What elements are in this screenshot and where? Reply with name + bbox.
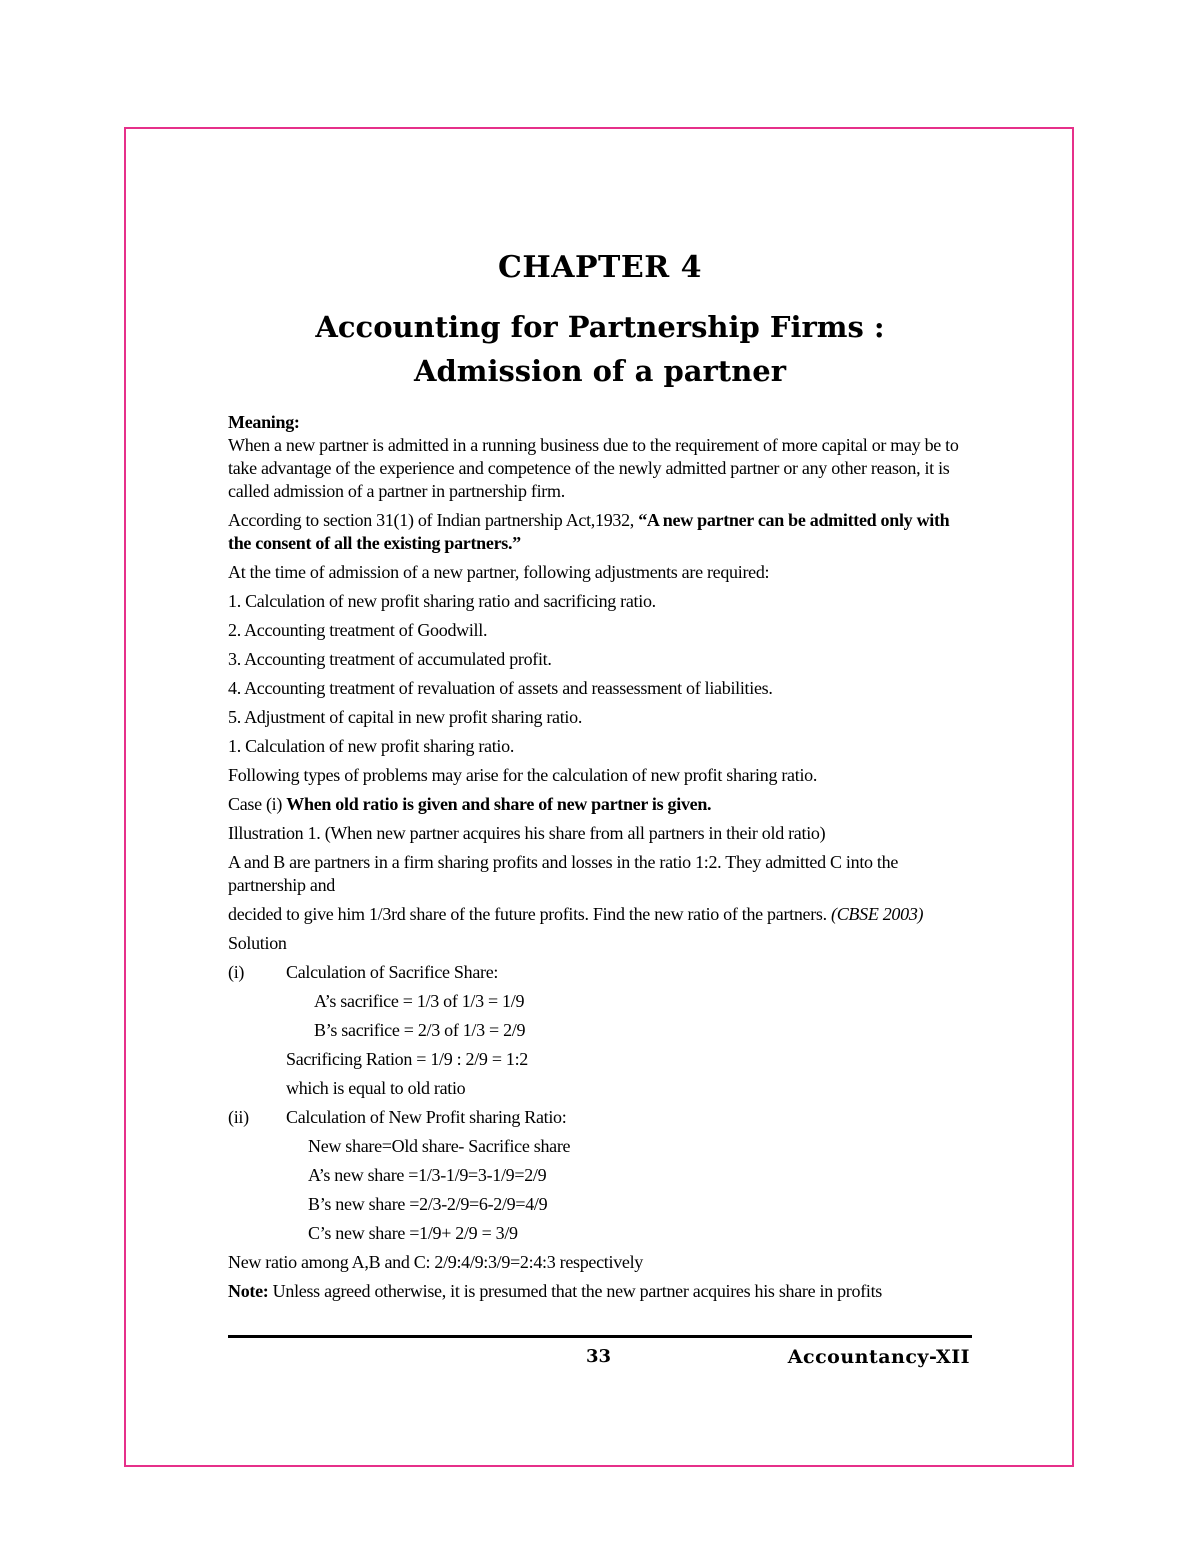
question-text: decided to give him 1/3rd share of the future profits. Find the new ratio of the partners. [228,904,832,924]
adjustment-item: 2. Accounting treatment of Goodwill. [228,620,488,640]
question-line-2 [228,903,972,926]
note-line [228,1280,972,1303]
section-paragraph [228,509,972,555]
meaning-paragraph: When a new partner is admitted in a running business due to the requirement of more capital or may be to take advantage of the experience and competence of the newly admitted partner or any other reason, it is called admission of a partner in partnership firm. [228,435,959,501]
case-prefix: Case (i) [228,794,287,814]
body-text [228,411,972,1303]
adjustment-item: 5. Adjustment of capital in new profit sharing ratio. [228,707,583,727]
calc-line: which is equal to old ratio [286,1078,466,1098]
question-source: (CBSE 2003) [831,904,924,924]
calc-line: A’s new share =1/3-1/9=3-1/9=2/9 [308,1165,547,1185]
case-line [228,793,972,816]
problems-intro: Following types of problems may arise for the calculation of new profit sharing ratio. [228,765,818,785]
calc-line: Sacrificing Ration = 1/9 : 2/9 = 1:2 [286,1049,528,1069]
solution-step-2 [228,1106,972,1129]
note-label: Note: [228,1281,269,1301]
solution-step-1 [228,961,972,984]
calc-line: New share=Old share- Sacrifice share [308,1136,571,1156]
calc-line: B’s sacrifice = 2/3 of 1/3 = 2/9 [314,1020,526,1040]
calc-line: C’s new share =1/9+ 2/9 = 3/9 [308,1223,518,1243]
page-number: 33 [586,1346,612,1367]
chapter-title: CHAPTER 4 [498,250,702,285]
meaning-heading: Meaning: [228,412,300,432]
sub-heading: 1. Calculation of new profit sharing ratio. [228,736,515,756]
adjustment-item: 4. Accounting treatment of revaluation of assets and reassessment of liabilities. [228,678,773,698]
solution-label: Solution [228,933,287,953]
footer-divider [228,1335,972,1338]
adjustment-item: 1. Calculation of new profit sharing ratio and sacrificing ratio. [228,591,656,611]
step-title: Calculation of Sacrifice Share: [286,962,499,982]
illustration-title: Illustration 1. (When new partner acquires his share from all partners in their old ratio) [228,823,826,843]
subtitle-line-1: Accounting for Partnership Firms : [315,310,885,344]
case-title: When old ratio is given and share of new partner is given. [286,794,712,814]
calc-line: A’s sacrifice = 1/3 of 1/3 = 1/9 [314,991,525,1011]
calc-line: B’s new share =2/3-2/9=6-2/9=4/9 [308,1194,548,1214]
new-ratio-line: New ratio among A,B and C: 2/9:4/9:3/9=2:4:3 respectively [228,1252,643,1272]
step-title: Calculation of New Profit sharing Ratio: [286,1107,567,1127]
adjustment-item: 3. Accounting treatment of accumulated profit. [228,649,552,669]
note-text: Unless agreed otherwise, it is presumed that the new partner acquires his share in profits [268,1281,882,1301]
chapter-subtitle [228,305,972,393]
subtitle-line-2: Admission of a partner [413,354,787,388]
question-line-1: A and B are partners in a firm sharing profits and losses in the ratio 1:2. They admitted C into the partnership and [228,852,899,895]
step-number: (ii) [228,1107,249,1127]
adjustments-intro: At the time of admission of a new partner, following adjustments are required: [228,562,770,582]
book-title: Accountancy-XII [787,1346,970,1368]
section-quote: “A new partner can be admitted only with the consent of all the existing partners.” [228,510,950,553]
page-content [228,250,972,1309]
section-prefix: According to section 31(1) of Indian partnership Act,1932, [228,510,639,530]
step-number: (i) [228,962,245,982]
